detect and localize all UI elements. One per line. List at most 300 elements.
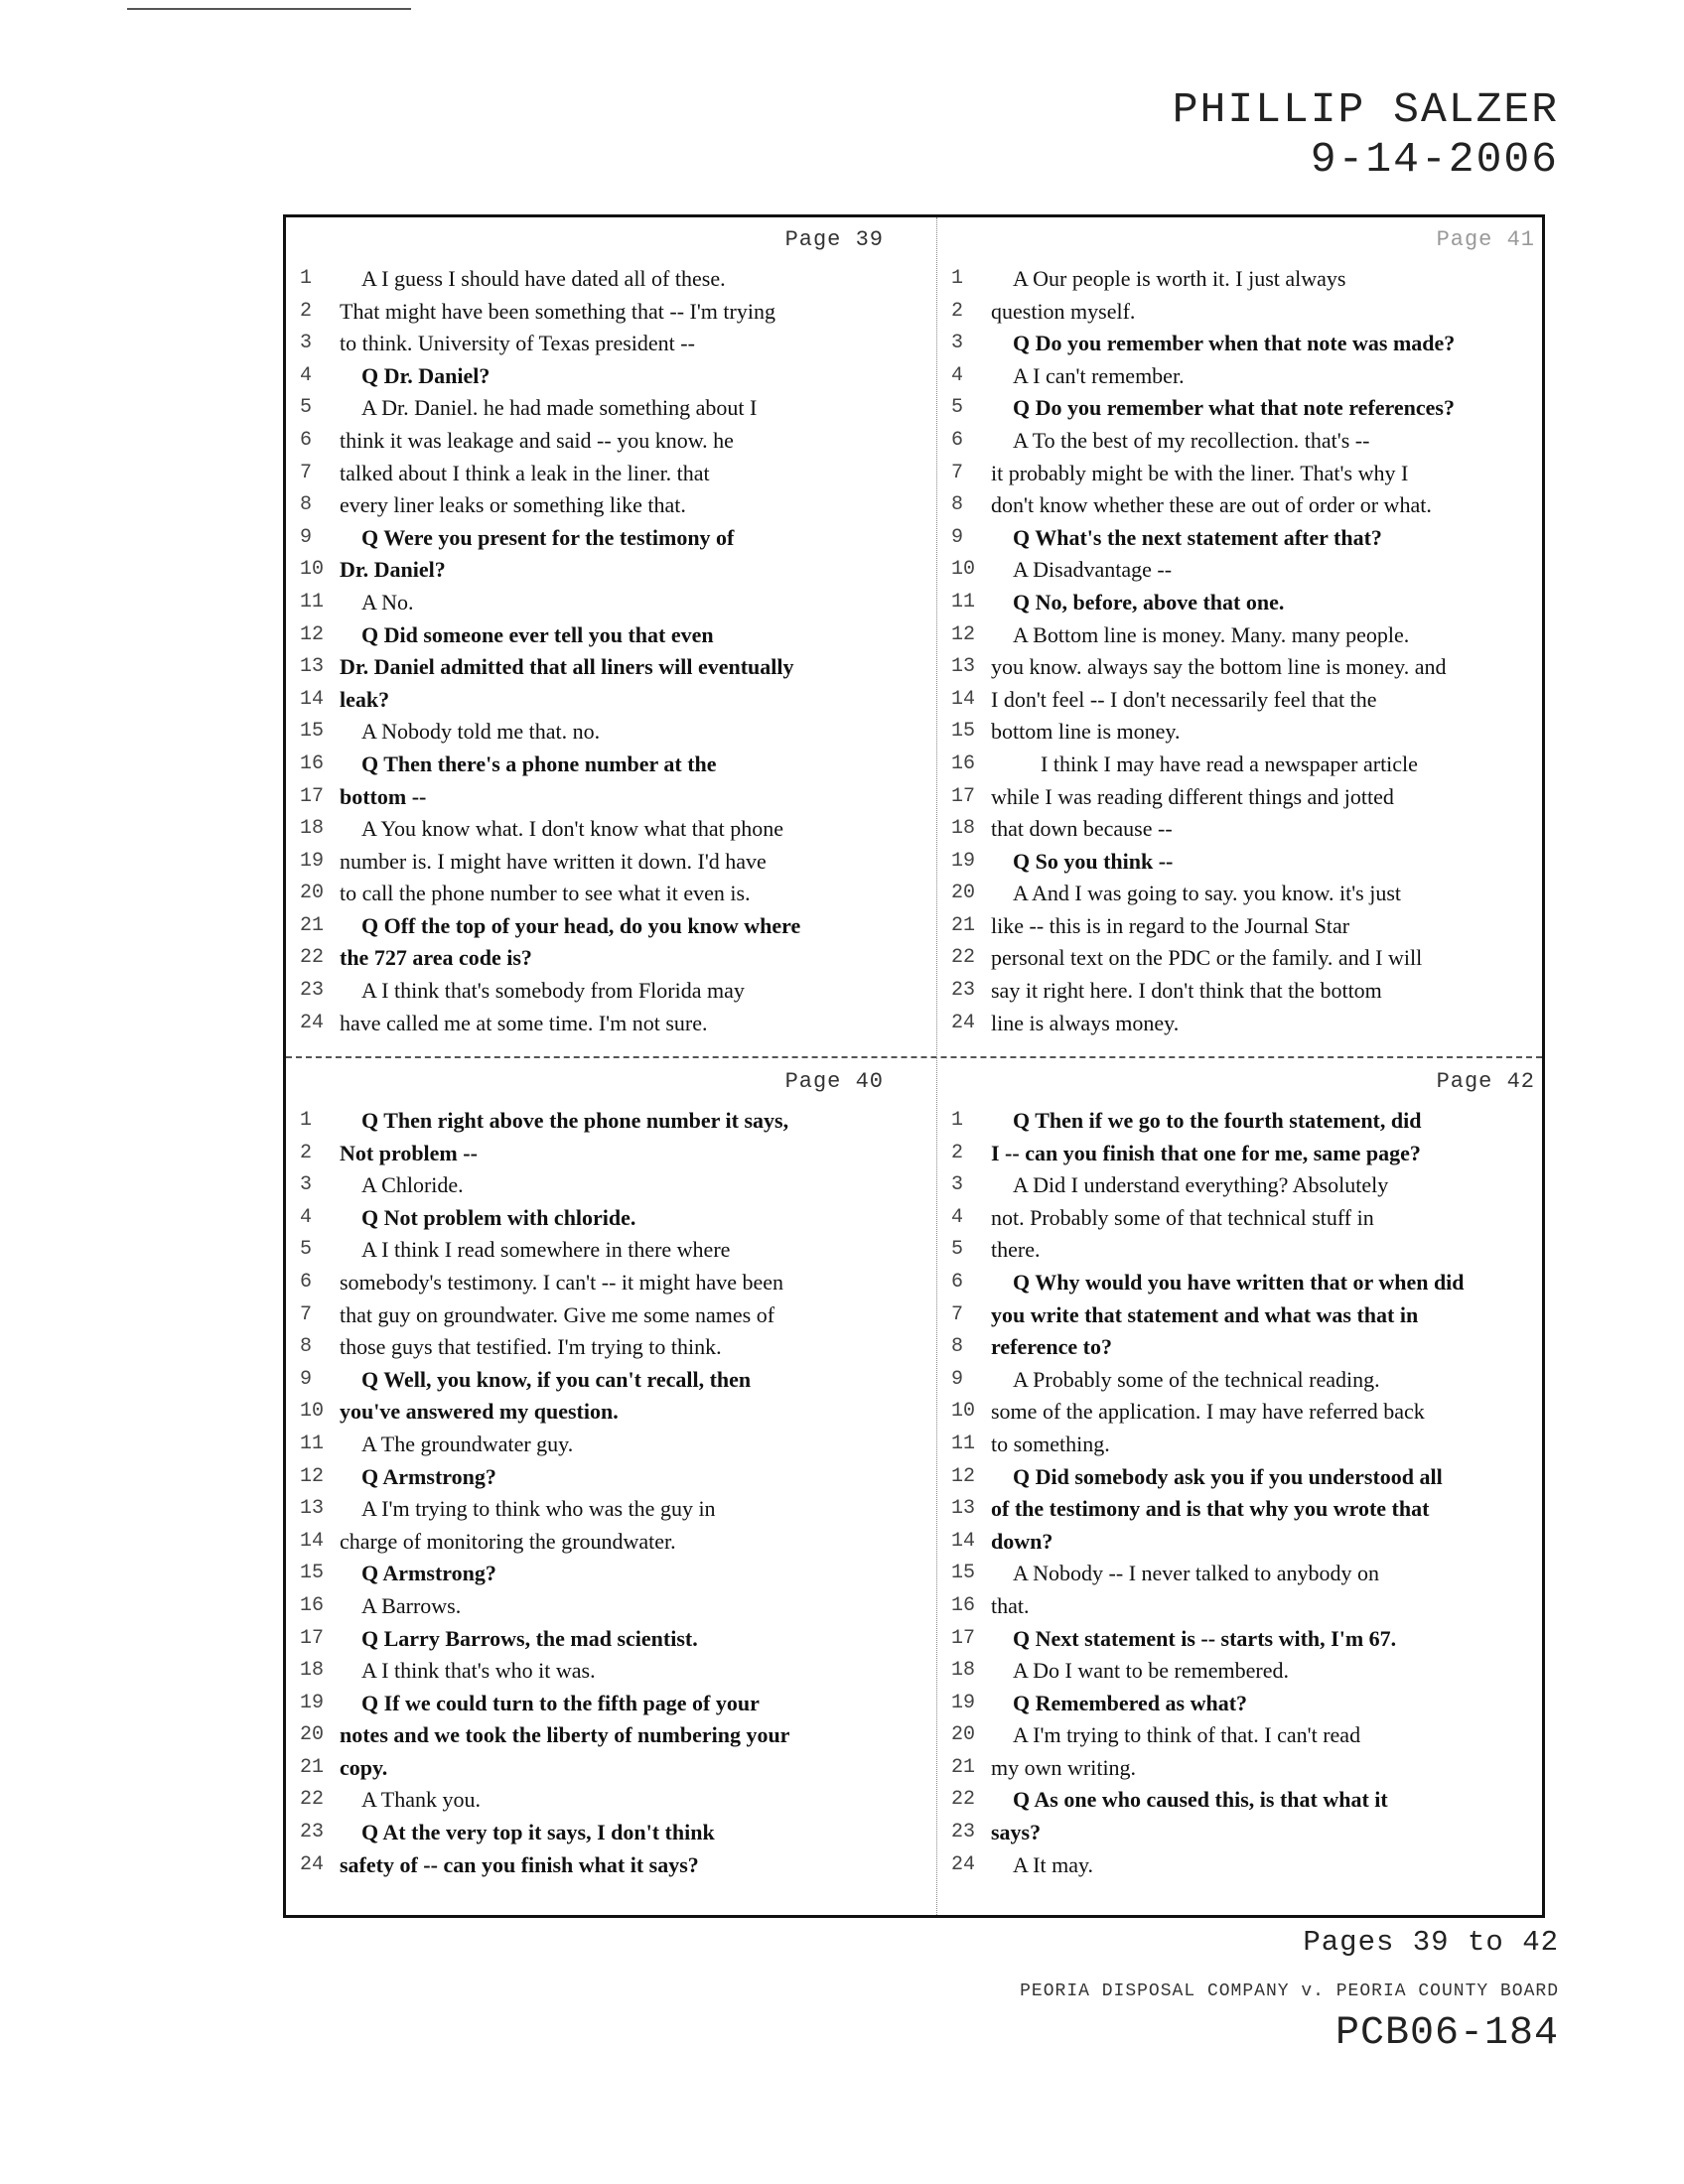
question-text: down? <box>991 1528 1053 1554</box>
line-number: 22 <box>300 1788 325 1812</box>
answer-text: don't know whether these are out of order or what. <box>991 492 1432 518</box>
transcript-line <box>951 360 1545 393</box>
case-title: PEORIA DISPOSAL COMPANY v. PEORIA COUNTY BOARD <box>1020 1981 1559 2001</box>
answer-text: number is. I might have written it down. I'd have <box>340 848 767 874</box>
line-number: 9 <box>300 1367 313 1391</box>
question-text: Q Then there's a phone number at the <box>361 751 717 776</box>
answer-text: A Nobody told me that. no. <box>361 719 601 745</box>
line-number: 3 <box>951 332 964 355</box>
line-number: 7 <box>951 1302 964 1326</box>
line-number: 19 <box>300 1691 325 1714</box>
answer-text: to something. <box>991 1431 1110 1456</box>
line-number: 23 <box>300 979 325 1003</box>
transcript-line <box>300 781 906 814</box>
transcript-line <box>300 749 906 781</box>
transcript-line <box>951 749 1545 781</box>
line-number: 21 <box>300 913 325 937</box>
transcript-line <box>951 1752 1545 1785</box>
question-text: Q So you think -- <box>1013 848 1174 874</box>
answer-text: it probably might be with the liner. That's why I <box>991 460 1409 485</box>
line-number: 19 <box>300 849 325 873</box>
transcript-line <box>300 975 906 1008</box>
line-number: 8 <box>951 493 964 517</box>
transcript-line <box>951 392 1545 425</box>
answer-text: that down because -- <box>991 816 1173 842</box>
transcript-line <box>300 684 906 717</box>
answer-text: to think. University of Texas president -- <box>340 331 695 356</box>
transcript-line <box>300 1590 906 1623</box>
question-text: Q Then if we go to the fourth statement, did <box>1013 1108 1422 1133</box>
page-label: Page 41 <box>1436 227 1535 252</box>
answer-text: you know. always say the bottom line is money. and <box>991 654 1447 680</box>
transcript-line <box>951 1849 1545 1882</box>
line-number: 21 <box>951 1755 976 1779</box>
answer-text: talked about I think a leak in the liner. that <box>340 460 710 485</box>
question-text: Q Why would you have written that or when did <box>1013 1269 1465 1295</box>
transcript-line <box>300 1202 906 1235</box>
answer-text: A No. <box>361 589 414 614</box>
line-number: 2 <box>951 1141 964 1164</box>
transcript-line <box>951 1461 1545 1494</box>
line-number: 13 <box>951 655 976 679</box>
answer-text: have called me at some time. I'm not sure. <box>340 1010 708 1035</box>
line-number: 12 <box>300 1464 325 1488</box>
question-text: Dr. Daniel admitted that all liners will eventually <box>340 654 794 680</box>
question-text: Q At the very top it says, I don't think <box>361 1820 715 1845</box>
question-text: Q Did somebody ask you if you understood all <box>1013 1463 1443 1489</box>
question-text: Dr. Daniel? <box>340 557 446 583</box>
line-number: 24 <box>951 1852 976 1876</box>
transcript-line <box>951 489 1545 522</box>
answer-text: A Thank you. <box>361 1787 481 1813</box>
answer-text: my own writing. <box>991 1754 1137 1780</box>
line-number: 20 <box>951 882 976 905</box>
question-text: Q If we could turn to the fifth page of your <box>361 1690 760 1715</box>
line-number: 15 <box>951 1562 976 1585</box>
line-number: 9 <box>951 1367 964 1391</box>
line-number: 3 <box>300 332 313 355</box>
line-number: 12 <box>951 1464 976 1488</box>
line-number: 10 <box>951 1400 976 1424</box>
transcript-line <box>951 1623 1545 1656</box>
line-number: 11 <box>300 590 325 614</box>
transcript-line <box>951 1396 1545 1429</box>
vertical-divider <box>936 217 937 1915</box>
question-text: Q Next statement is -- starts with, I'm 67. <box>1013 1625 1397 1651</box>
line-number: 18 <box>951 1659 976 1683</box>
transcript-line <box>300 813 906 846</box>
question-text: Q Did someone ever tell you that even <box>361 621 714 647</box>
line-number: 22 <box>951 946 976 970</box>
case-number: PCB06-184 <box>1334 2011 1559 2056</box>
transcript-line <box>951 1719 1545 1752</box>
transcript-line <box>300 522 906 555</box>
answer-text: That might have been something that -- I'm trying <box>340 298 775 324</box>
line-number: 14 <box>300 1529 325 1553</box>
transcript-line <box>951 910 1545 943</box>
transcript-line <box>951 587 1545 619</box>
transcript-line <box>300 458 906 490</box>
question-text: Q Armstrong? <box>361 1561 496 1586</box>
answer-text: A Barrows. <box>361 1592 462 1618</box>
line-number: 21 <box>300 1755 325 1779</box>
line-number: 6 <box>300 428 313 452</box>
answer-text: A I think that's who it was. <box>361 1658 596 1684</box>
transcript-lines <box>951 1105 1545 1881</box>
answer-text: every liner leaks or something like that. <box>340 492 686 518</box>
transcript-line <box>300 1655 906 1688</box>
transcript-line <box>951 1267 1545 1299</box>
answer-text: I don't feel -- I don't necessarily feel that the <box>991 686 1377 712</box>
answer-text: I think I may have read a newspaper article <box>1041 751 1418 776</box>
answer-text: while I was reading different things and jotted <box>991 783 1394 809</box>
transcript-line <box>951 554 1545 587</box>
line-number: 17 <box>300 784 325 808</box>
answer-text: A Bottom line is money. Many. many people. <box>1013 621 1410 647</box>
transcript-line <box>951 975 1545 1008</box>
line-number: 19 <box>951 1691 976 1714</box>
transcript-line <box>951 1558 1545 1590</box>
transcript-line <box>951 1364 1545 1397</box>
line-number: 20 <box>300 1723 325 1747</box>
line-number: 12 <box>951 622 976 646</box>
answer-text: question myself. <box>991 298 1136 324</box>
question-text: notes and we took the liberty of numbering your <box>340 1722 790 1748</box>
transcript-line <box>300 619 906 652</box>
question-text: Q As one who caused this, is that what it <box>1013 1787 1388 1813</box>
line-number: 9 <box>951 525 964 549</box>
answer-text: that. <box>991 1592 1030 1618</box>
transcript-line <box>951 1331 1545 1364</box>
answer-text: bottom line is money. <box>991 719 1181 745</box>
scan-top-rule <box>127 8 411 10</box>
transcript-line <box>300 716 906 749</box>
transcript-line <box>951 1493 1545 1526</box>
transcript-line <box>951 651 1545 684</box>
transcript-line <box>300 263 906 296</box>
transcript-line <box>300 1623 906 1656</box>
line-number: 24 <box>300 1011 325 1034</box>
line-number: 8 <box>300 1335 313 1359</box>
transcript-line <box>300 1234 906 1267</box>
line-number: 16 <box>951 1593 976 1617</box>
transcript-frame <box>283 214 1545 1918</box>
line-number: 11 <box>951 590 976 614</box>
transcript-line <box>951 296 1545 329</box>
question-text: reference to? <box>991 1334 1112 1360</box>
answer-text: personal text on the PDC or the family. and I will <box>991 945 1423 971</box>
line-number: 17 <box>951 784 976 808</box>
answer-text: A I can't remember. <box>1013 362 1185 388</box>
answer-text: to call the phone number to see what it even is. <box>340 881 751 906</box>
transcript-line <box>300 1169 906 1202</box>
line-number: 5 <box>951 396 964 420</box>
line-number: 3 <box>951 1173 964 1197</box>
line-number: 14 <box>951 687 976 711</box>
answer-text: that guy on groundwater. Give me some names of <box>340 1301 775 1327</box>
answer-text: line is always money. <box>991 1010 1180 1035</box>
transcript-line <box>300 1105 906 1138</box>
question-text: you write that statement and what was that in <box>991 1301 1419 1327</box>
line-number: 21 <box>951 913 976 937</box>
question-text: Q Larry Barrows, the mad scientist. <box>361 1625 698 1651</box>
transcript-line <box>951 813 1545 846</box>
answer-text: A Our people is worth it. I just always <box>1013 266 1346 291</box>
deposition-date: 9-14-2006 <box>1310 135 1559 184</box>
line-number: 5 <box>300 1238 313 1262</box>
transcript-line <box>951 1105 1545 1138</box>
line-number: 7 <box>300 1302 313 1326</box>
line-number: 7 <box>951 461 964 484</box>
answer-text: A To the best of my recollection. that's -- <box>1013 427 1370 453</box>
line-number: 14 <box>951 1529 976 1553</box>
transcript-line <box>300 910 906 943</box>
answer-text: A I'm trying to think of that. I can't read <box>1013 1722 1361 1748</box>
line-number: 1 <box>300 1109 313 1132</box>
transcript-page-41 <box>951 217 1545 1039</box>
transcript-line <box>300 1008 906 1040</box>
transcript-line <box>300 1719 906 1752</box>
transcript-line <box>300 554 906 587</box>
transcript-line <box>300 1461 906 1494</box>
line-number: 7 <box>300 461 313 484</box>
question-text: safety of -- can you finish what it says? <box>340 1851 699 1877</box>
answer-text: A Disadvantage -- <box>1013 557 1173 583</box>
question-text: Q Not problem with chloride. <box>361 1204 636 1230</box>
line-number: 4 <box>951 363 964 387</box>
line-number: 24 <box>300 1852 325 1876</box>
transcript-line <box>300 1558 906 1590</box>
line-number: 8 <box>300 493 313 517</box>
line-number: 20 <box>951 1723 976 1747</box>
question-text: you've answered my question. <box>340 1399 619 1425</box>
question-text: Q Were you present for the testimony of <box>361 524 735 550</box>
transcript-line <box>951 716 1545 749</box>
transcript-line <box>300 846 906 879</box>
line-number: 5 <box>951 1238 964 1262</box>
line-number: 17 <box>951 1626 976 1650</box>
line-number: 19 <box>951 849 976 873</box>
transcript-line <box>300 1331 906 1364</box>
question-text: I -- can you finish that one for me, same page? <box>991 1140 1421 1165</box>
line-number: 18 <box>300 817 325 841</box>
line-number: 10 <box>951 558 976 582</box>
line-number: 13 <box>951 1497 976 1521</box>
answer-text: those guys that testified. I'm trying to think. <box>340 1334 722 1360</box>
transcript-line <box>951 684 1545 717</box>
transcript-lines <box>300 1105 906 1881</box>
answer-text: A Do I want to be remembered. <box>1013 1658 1289 1684</box>
answer-text: some of the application. I may have referred back <box>991 1399 1425 1425</box>
question-text: the 727 area code is? <box>340 945 532 971</box>
line-number: 11 <box>951 1432 976 1455</box>
line-number: 18 <box>300 1659 325 1683</box>
answer-text: A I think I read somewhere in there where <box>361 1237 731 1263</box>
page-label: Page 40 <box>784 1069 884 1094</box>
transcript-page-42 <box>951 1059 1545 1881</box>
transcript-line <box>300 1493 906 1526</box>
line-number: 6 <box>951 1270 964 1294</box>
line-number: 1 <box>300 267 313 290</box>
transcript-line <box>951 263 1545 296</box>
line-number: 13 <box>300 655 325 679</box>
transcript-line <box>300 360 906 393</box>
transcript-line <box>300 489 906 522</box>
line-number: 10 <box>300 558 325 582</box>
transcript-line <box>951 425 1545 458</box>
line-number: 11 <box>300 1432 325 1455</box>
answer-text: A Chloride. <box>361 1172 464 1198</box>
transcript-line <box>951 1138 1545 1170</box>
answer-text: A It may. <box>1013 1851 1094 1877</box>
transcript-line <box>300 1396 906 1429</box>
transcript-line <box>951 1008 1545 1040</box>
line-number: 2 <box>300 299 313 323</box>
transcript-line <box>300 1267 906 1299</box>
line-number: 1 <box>951 267 964 290</box>
question-text: bottom -- <box>340 783 427 809</box>
transcript-line <box>300 587 906 619</box>
answer-text: A Did I understand everything? Absolutely <box>1013 1172 1389 1198</box>
question-text: says? <box>991 1820 1042 1845</box>
answer-text: A And I was going to say. you know. it's just <box>1013 881 1402 906</box>
transcript-line <box>951 619 1545 652</box>
transcript-line <box>951 1655 1545 1688</box>
line-number: 6 <box>951 428 964 452</box>
question-text: Q Do you remember when that note was made? <box>1013 331 1456 356</box>
transcript-line <box>951 1234 1545 1267</box>
line-number: 23 <box>300 1821 325 1844</box>
question-text: of the testimony and is that why you wrote that <box>991 1496 1430 1522</box>
transcript-line <box>300 1688 906 1720</box>
transcript-line <box>951 1817 1545 1849</box>
answer-text: like -- this is in regard to the Journal Star <box>991 912 1350 938</box>
transcript-line <box>300 1817 906 1849</box>
transcript-line <box>951 1169 1545 1202</box>
question-text: leak? <box>340 686 390 712</box>
transcript-line <box>951 878 1545 910</box>
answer-text: say it right here. I don't think that the bottom <box>991 978 1382 1004</box>
transcript-line <box>300 1752 906 1785</box>
line-number: 9 <box>300 525 313 549</box>
question-text: Q No, before, above that one. <box>1013 589 1285 614</box>
transcript-line <box>300 425 906 458</box>
transcript-line <box>951 522 1545 555</box>
answer-text: not. Probably some of that technical stuff in <box>991 1204 1374 1230</box>
transcript-lines <box>300 263 906 1039</box>
transcript-line <box>951 1202 1545 1235</box>
line-number: 23 <box>951 979 976 1003</box>
line-number: 22 <box>300 946 325 970</box>
line-number: 17 <box>300 1626 325 1650</box>
transcript-line <box>300 942 906 975</box>
transcript-line <box>951 328 1545 360</box>
answer-text: charge of monitoring the groundwater. <box>340 1528 676 1554</box>
question-text: Q Well, you know, if you can't recall, then <box>361 1366 752 1392</box>
line-number: 16 <box>951 751 976 775</box>
question-text: copy. <box>340 1754 388 1780</box>
transcript-line <box>951 1526 1545 1559</box>
transcript-page-40 <box>300 1059 906 1881</box>
transcript-line <box>951 1784 1545 1817</box>
line-number: 14 <box>300 687 325 711</box>
line-number: 4 <box>300 363 313 387</box>
line-number: 20 <box>300 882 325 905</box>
answer-text: there. <box>991 1237 1041 1263</box>
transcript-line <box>300 1299 906 1332</box>
line-number: 4 <box>300 1205 313 1229</box>
transcript-line <box>951 1429 1545 1461</box>
transcript-line <box>951 846 1545 879</box>
transcript-line <box>300 1429 906 1461</box>
question-text: Q What's the next statement after that? <box>1013 524 1382 550</box>
line-number: 12 <box>300 622 325 646</box>
line-number: 22 <box>951 1788 976 1812</box>
answer-text: A Dr. Daniel. he had made something about I <box>361 395 758 421</box>
transcript-line <box>300 1364 906 1397</box>
line-number: 23 <box>951 1821 976 1844</box>
witness-name: PHILLIP SALZER <box>1172 85 1559 134</box>
transcript-line <box>300 1849 906 1882</box>
line-number: 8 <box>951 1335 964 1359</box>
line-number: 16 <box>300 751 325 775</box>
question-text: Q Then right above the phone number it says, <box>361 1108 789 1133</box>
transcript-page-39 <box>300 217 906 1039</box>
line-number: 16 <box>300 1593 325 1617</box>
line-number: 6 <box>300 1270 313 1294</box>
question-text: Q Remembered as what? <box>1013 1690 1248 1715</box>
line-number: 4 <box>951 1205 964 1229</box>
line-number: 10 <box>300 1400 325 1424</box>
transcript-line <box>951 1299 1545 1332</box>
line-number: 18 <box>951 817 976 841</box>
transcript-line <box>300 651 906 684</box>
transcript-lines <box>951 263 1545 1039</box>
answer-text: A The groundwater guy. <box>361 1431 574 1456</box>
transcript-line <box>300 1784 906 1817</box>
answer-text: A I guess I should have dated all of these. <box>361 266 726 291</box>
horizontal-divider <box>286 1056 1542 1058</box>
line-number: 15 <box>300 720 325 744</box>
line-number: 15 <box>951 720 976 744</box>
question-text: Q Off the top of your head, do you know where <box>361 912 801 938</box>
transcript-line <box>300 296 906 329</box>
question-text: Q Dr. Daniel? <box>361 362 491 388</box>
line-number: 15 <box>300 1562 325 1585</box>
answer-text: somebody's testimony. I can't -- it might have been <box>340 1269 784 1295</box>
line-number: 2 <box>951 299 964 323</box>
transcript-line <box>951 781 1545 814</box>
transcript-line <box>300 392 906 425</box>
page-label: Page 42 <box>1436 1069 1535 1094</box>
answer-text: A Probably some of the technical reading. <box>1013 1366 1380 1392</box>
answer-text: A You know what. I don't know what that phone <box>361 816 784 842</box>
transcript-line <box>951 458 1545 490</box>
answer-text: A Nobody -- I never talked to anybody on <box>1013 1561 1380 1586</box>
answer-text: think it was leakage and said -- you know. he <box>340 427 734 453</box>
transcript-line <box>300 328 906 360</box>
line-number: 24 <box>951 1011 976 1034</box>
transcript-line <box>951 942 1545 975</box>
pages-range: Pages 39 to 42 <box>1303 1926 1559 1959</box>
transcript-line <box>951 1688 1545 1720</box>
line-number: 13 <box>300 1497 325 1521</box>
question-text: Q Armstrong? <box>361 1463 496 1489</box>
page-label: Page 39 <box>784 227 884 252</box>
answer-text: A I'm trying to think who was the guy in <box>361 1496 716 1522</box>
line-number: 1 <box>951 1109 964 1132</box>
transcript-line <box>300 1526 906 1559</box>
